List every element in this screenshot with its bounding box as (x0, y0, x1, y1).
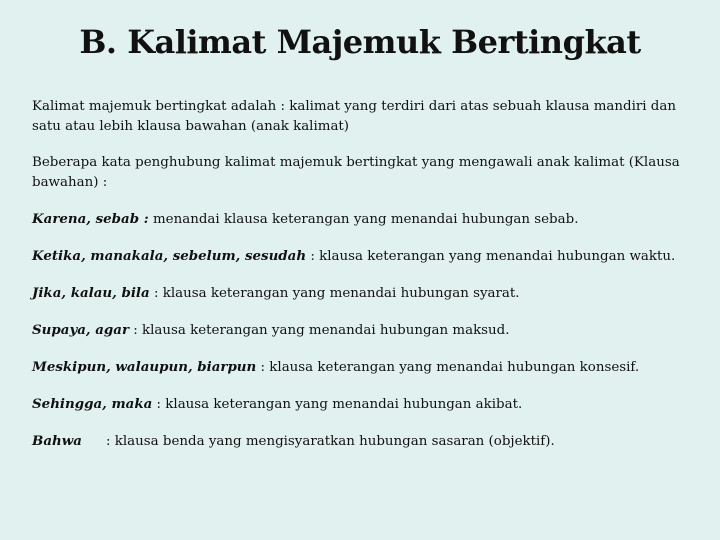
definition-paragraph: Kalimat majemuk bertingkat adalah : kalimat yang terdiri dari atas sebuah klausa mandiri dan satu atau lebih klausa bawahan (anak kalimat) (32, 99, 676, 134)
conjunction-term: Supaya, agar (32, 322, 129, 338)
list-item-waktu (32, 246, 697, 267)
conjunction-term: Sehingga, maka (32, 396, 153, 412)
conjunction-intro: Beberapa kata penghubung kalimat majemuk bertingkat yang mengawali anak kalimat (Klausa bawahan) : (32, 155, 680, 190)
list-item-syarat (32, 283, 697, 304)
slide-title: B. Kalimat Majemuk Bertingkat (79, 23, 641, 61)
list-item-konsesif (32, 357, 697, 378)
conjunction-term: Jika, kalau, bila (32, 285, 150, 301)
conjunction-term: Bahwa (32, 433, 82, 449)
conjunction-term: Karena, sebab : (32, 211, 149, 227)
conjunction-term: Ketika, manakala, sebelum, sesudah (32, 248, 307, 264)
list-item-sebab (32, 209, 697, 230)
conjunction-description: menandai klausa keterangan yang menandai hubungan sebab. (148, 212, 579, 227)
conjunction-description: : klausa keterangan yang menandai hubungan akibat. (152, 397, 523, 412)
conjunction-description: : klausa keterangan yang menandai hubungan syarat. (149, 286, 520, 301)
conjunction-description: : klausa keterangan yang menandai hubungan waktu. (306, 249, 676, 264)
list-item-objektif (32, 431, 697, 452)
conjunction-term: Meskipun, walaupun, biarpun (32, 359, 257, 375)
conjunction-description: : klausa keterangan yang menandai hubungan konsesif. (256, 360, 640, 375)
conjunction-description: : klausa keterangan yang menandai hubungan maksud. (129, 323, 510, 338)
slide-body (32, 97, 697, 468)
list-item-akibat (32, 394, 697, 415)
conjunction-description: : klausa benda yang mengisyaratkan hubungan sasaran (objektif). (106, 434, 555, 449)
list-item-maksud (32, 320, 697, 341)
